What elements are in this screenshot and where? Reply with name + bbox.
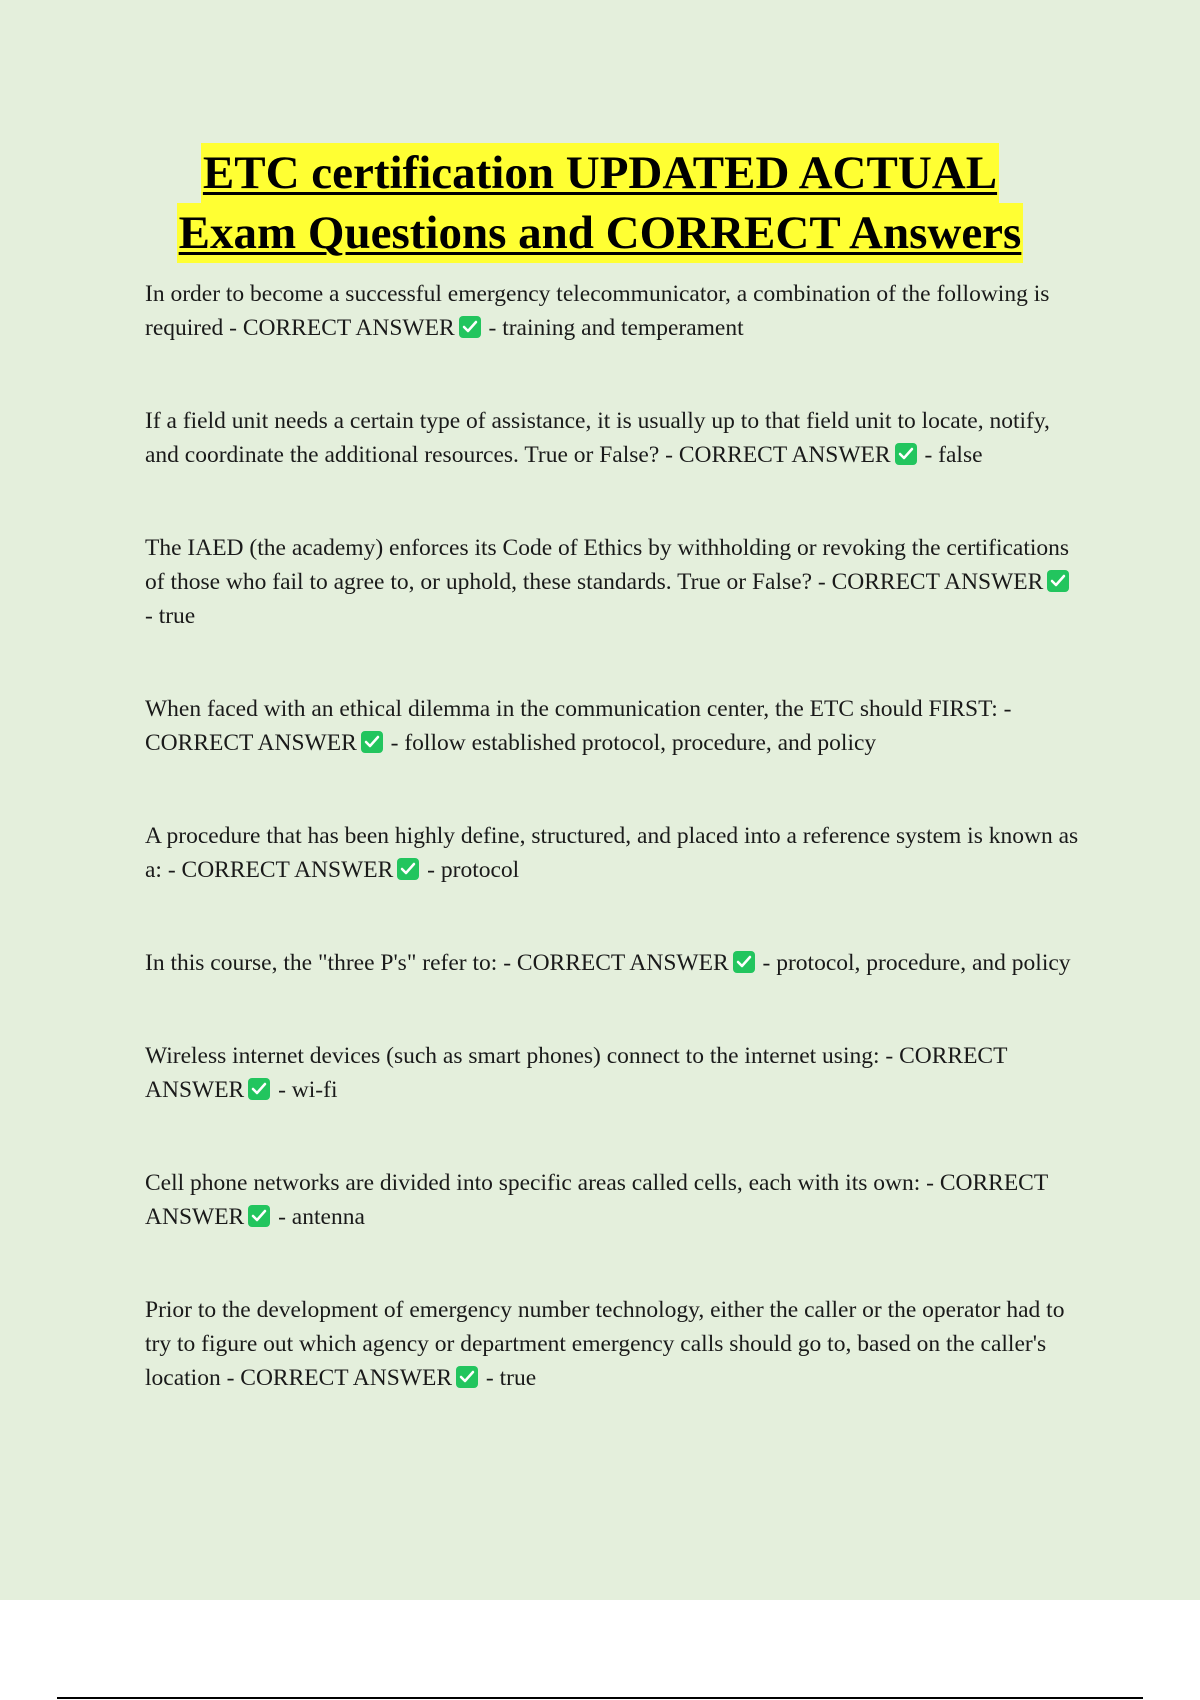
qa-question: The IAED (the academy) enforces its Code of Ethics by withholding or revoking the certifications of those who fail to agree to, or uphold, these standards. True or False? - CORRECT ANSWER [145, 535, 1070, 595]
qa-answer: - follow established protocol, procedure, and policy [390, 730, 877, 756]
check-box-icon [248, 1078, 270, 1100]
check-box-icon [361, 731, 383, 753]
qa-item [145, 1166, 1080, 1234]
qa-item [145, 404, 1080, 472]
qa-answer: - false [924, 442, 983, 468]
check-box-icon [248, 1205, 270, 1227]
qa-question: In this course, the "three P's" refer to: - CORRECT ANSWER [145, 950, 729, 976]
qa-answer: - training and temperament [488, 315, 744, 341]
check-box-icon [397, 858, 419, 880]
qa-list [145, 277, 1080, 1454]
qa-answer: - true [485, 1365, 537, 1391]
qa-answer: - protocol, procedure, and policy [762, 950, 1071, 976]
title-line-1: ETC certification UPDATED ACTUAL [201, 143, 999, 203]
qa-question: If a field unit needs a certain type of assistance, it is usually up to that field unit to locate, notify, and coordinate the additional resources. True or False? - CORRECT ANSWER [145, 408, 1050, 468]
qa-item [145, 277, 1080, 345]
check-box-icon [895, 443, 917, 465]
check-box-icon [456, 1366, 478, 1388]
footer-divider [57, 1697, 1143, 1699]
qa-answer: - wi-fi [278, 1077, 338, 1103]
qa-question: Wireless internet devices (such as smart phones) connect to the internet using: - CORRECT ANSWER [145, 1043, 1008, 1103]
qa-item [145, 531, 1080, 633]
qa-question: Cell phone networks are divided into specific areas called cells, each with its own: - CORRECT ANSWER [145, 1170, 1048, 1230]
qa-item [145, 819, 1080, 887]
qa-answer: - true [145, 603, 196, 629]
qa-question: When faced with an ethical dilemma in the communication center, the ETC should FIRST: - CORRECT ANSWER [145, 696, 1012, 756]
qa-item [145, 692, 1080, 760]
qa-answer: - protocol [427, 857, 520, 883]
qa-question: Prior to the development of emergency number technology, either the caller or the operator had to try to figure out which agency or department emergency calls should go to, based on the caller's location - CORRECT ANSWER [145, 1297, 1065, 1391]
check-box-icon [733, 951, 755, 973]
check-box-icon [459, 316, 481, 338]
qa-item [145, 1039, 1080, 1107]
qa-item [145, 1293, 1080, 1395]
qa-answer: - antenna [278, 1204, 365, 1230]
document-title [0, 143, 1200, 263]
qa-question: A procedure that has been highly define, structured, and placed into a reference system is known as a: - CORRECT ANSWER [145, 823, 1079, 883]
qa-item [145, 946, 1080, 980]
check-box-icon [1047, 570, 1069, 592]
qa-question: In order to become a successful emergency telecommunicator, a combination of the following is required - CORRECT ANSWER [145, 281, 1050, 341]
title-line-2: Exam Questions and CORRECT Answers [177, 203, 1024, 263]
